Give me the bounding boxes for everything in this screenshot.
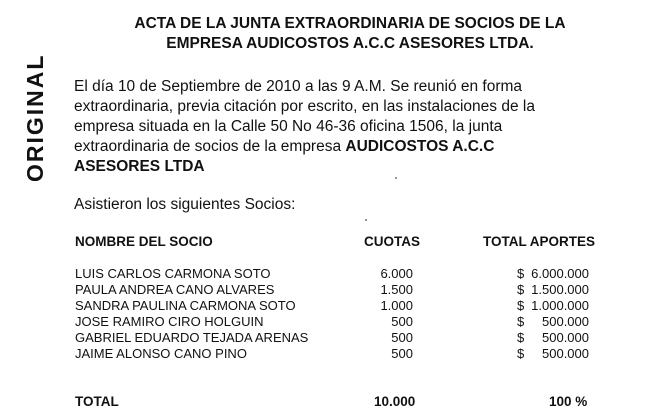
table-row	[0, 314, 650, 330]
partner-amount: 500.000	[542, 330, 589, 345]
partner-amount: 500.000	[542, 346, 589, 361]
partner-cuotas: 500	[391, 346, 413, 361]
partner-name: JOSE RAMIRO CIRO HOLGUIN	[75, 314, 264, 329]
partner-name: PAULA ANDREA CANO ALVARES	[75, 282, 275, 297]
intro-line-2: extraordinaria, previa citación por escrito, en las instalaciones de la	[74, 98, 535, 115]
partner-amount: 1.000.000	[531, 298, 589, 313]
partner-amount: 500.000	[542, 314, 589, 329]
currency-symbol: $	[517, 330, 525, 345]
header-cuotas: CUOTAS	[364, 234, 420, 249]
table-row	[0, 282, 650, 298]
partner-cuotas: 6.000	[380, 266, 413, 281]
document-title-line-1: ACTA DE LA JUNTA EXTRAORDINARIA DE SOCIOS DE LA	[134, 15, 566, 32]
intro-line-5: ASESORES LTDA	[74, 158, 205, 175]
intro-line-1: El día 10 de Septiembre de 2010 a las 9 A.M. Se reunió en forma	[74, 78, 523, 95]
partner-cuotas: 1.000	[380, 298, 413, 313]
total-percent: 100 %	[549, 394, 588, 409]
currency-symbol: $	[517, 282, 525, 297]
currency-symbol: $	[517, 346, 525, 361]
partner-cuotas: 500	[391, 330, 413, 345]
currency-symbol: $	[517, 314, 525, 329]
currency-symbol: $	[517, 266, 525, 281]
total-label: TOTAL	[75, 394, 119, 409]
scan-speck	[395, 177, 397, 179]
currency-symbol: $	[517, 298, 525, 313]
partner-name: GABRIEL EDUARDO TEJADA ARENAS	[75, 330, 309, 345]
table-row	[0, 266, 650, 282]
partner-name: LUIS CARLOS CARMONA SOTO	[75, 266, 271, 281]
intro-line-3: empresa situada en la Calle 50 No 46-36 oficina 1506, la junta	[74, 118, 503, 135]
partner-cuotas: 500	[391, 314, 413, 329]
table-row	[0, 330, 650, 346]
company-name-bold: AUDICOSTOS A.C.C	[345, 138, 495, 155]
partner-name: SANDRA PAULINA CARMONA SOTO	[75, 298, 296, 313]
partner-cuotas: 1.500	[380, 282, 413, 297]
scan-speck	[365, 219, 367, 221]
header-name: NOMBRE DEL SOCIO	[75, 234, 213, 249]
original-stamp: ORIGINAL	[22, 53, 48, 182]
partner-amount: 1.500.000	[531, 282, 589, 297]
partner-amount: 6.000.000	[531, 266, 589, 281]
partner-name: JAIME ALONSO CANO PINO	[75, 346, 247, 361]
table-row	[0, 298, 650, 314]
total-cuotas: 10.000	[374, 394, 416, 409]
header-total: TOTAL APORTES	[483, 234, 596, 249]
intro-line-4	[74, 138, 494, 156]
document-title-line-2: EMPRESA AUDICOSTOS A.C.C ASESORES LTDA.	[166, 35, 534, 52]
attendees-label: Asistieron los siguientes Socios:	[74, 196, 296, 213]
table-row	[0, 346, 650, 362]
intro-line-4-text: extraordinaria de socios de la empresa	[74, 138, 346, 155]
